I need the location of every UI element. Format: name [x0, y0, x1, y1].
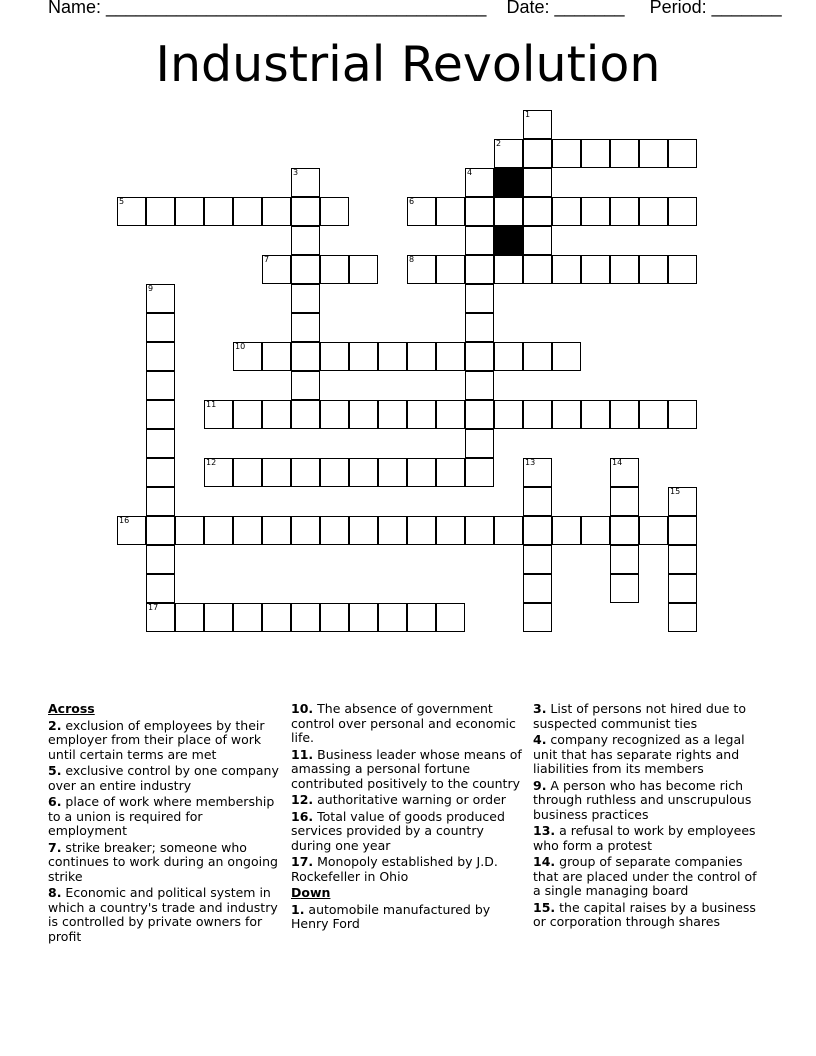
grid-cell[interactable]	[523, 197, 552, 226]
clue-text: exclusive control by one company over an entire industry	[48, 763, 279, 793]
grid-cell[interactable]	[262, 255, 291, 284]
grid-cell[interactable]	[581, 197, 610, 226]
grid-cell[interactable]	[465, 255, 494, 284]
grid-cell[interactable]	[465, 226, 494, 255]
grid-cell[interactable]	[204, 603, 233, 632]
clue-number: 16	[119, 516, 130, 525]
across-clue	[48, 764, 280, 793]
grid-cell[interactable]	[349, 255, 378, 284]
grid-cell[interactable]	[407, 400, 436, 429]
grid-cell[interactable]	[291, 284, 320, 313]
grid-cell[interactable]	[523, 603, 552, 632]
grid-cell[interactable]	[465, 284, 494, 313]
grid-cell[interactable]	[233, 342, 262, 371]
clue-number: 13	[525, 458, 536, 467]
grid-cell[interactable]	[291, 197, 320, 226]
grid-cell[interactable]	[349, 458, 378, 487]
grid-cell[interactable]	[494, 400, 523, 429]
clue-number-label: 11.	[291, 746, 314, 762]
grid-cell[interactable]	[639, 516, 668, 545]
across-clue	[48, 795, 280, 839]
clue-text: Business leader whose means of amassing a personal fortune contributed positively to the country	[291, 746, 522, 791]
across-clue	[291, 702, 523, 746]
clue-number-label: 3.	[533, 701, 547, 716]
grid-cell[interactable]	[146, 516, 175, 545]
grid-cell[interactable]	[291, 603, 320, 632]
grid-cell[interactable]	[320, 603, 349, 632]
grid-cell[interactable]	[552, 139, 581, 168]
grid-cell[interactable]	[465, 168, 494, 197]
grid-cell[interactable]	[552, 400, 581, 429]
grid-cell[interactable]	[146, 574, 175, 603]
grid-cell[interactable]	[262, 458, 291, 487]
clue-number-label: 13.	[533, 823, 556, 838]
clue-number-label: 10.	[291, 701, 314, 716]
grid-cell[interactable]	[610, 458, 639, 487]
grid-cell[interactable]	[291, 255, 320, 284]
grid-cell[interactable]	[436, 516, 465, 545]
grid-cell[interactable]	[610, 545, 639, 574]
grid-cell[interactable]	[668, 139, 697, 168]
across-clue-list-cont	[291, 702, 523, 884]
grid-cell[interactable]	[494, 197, 523, 226]
clue-number-label: 7.	[48, 839, 62, 855]
across-clue	[48, 841, 280, 885]
grid-cell[interactable]	[523, 342, 552, 371]
clue-text: The absence of government control over personal and economic life.	[291, 701, 516, 745]
clue-number-label: 8.	[48, 885, 62, 900]
grid-cell[interactable]	[146, 429, 175, 458]
grid-cell[interactable]	[291, 371, 320, 400]
grid-cell[interactable]	[117, 516, 146, 545]
clue-number-label: 2.	[48, 717, 62, 733]
clue-number-label: 6.	[48, 794, 62, 809]
grid-cell[interactable]	[668, 545, 697, 574]
grid-cell[interactable]	[204, 400, 233, 429]
grid-cell[interactable]	[436, 342, 465, 371]
clue-number-label: 9.	[533, 777, 547, 793]
grid-cell[interactable]	[262, 197, 291, 226]
grid-cell[interactable]	[378, 458, 407, 487]
grid-cell[interactable]	[523, 400, 552, 429]
grid-cell[interactable]	[610, 400, 639, 429]
grid-cell[interactable]	[407, 255, 436, 284]
grid-cell[interactable]	[146, 487, 175, 516]
grid-cell[interactable]	[204, 516, 233, 545]
clue-text: strike breaker; someone who continues to work during an ongoing strike	[48, 839, 278, 884]
grid-cell[interactable]	[320, 255, 349, 284]
grid-cell[interactable]	[117, 197, 146, 226]
date-field-label[interactable]: Date: _______	[506, 0, 625, 17]
grid-cell[interactable]	[523, 226, 552, 255]
clue-number: 9	[148, 284, 154, 293]
clue-text: Monopoly established by J.D. Rockefeller in Ohio	[291, 854, 498, 884]
grid-cell[interactable]	[581, 400, 610, 429]
clue-number-label: 5.	[48, 763, 62, 778]
grid-cell[interactable]	[407, 603, 436, 632]
grid-cell[interactable]	[291, 226, 320, 255]
grid-cell[interactable]	[291, 313, 320, 342]
grid-cell[interactable]	[146, 197, 175, 226]
clue-text: authoritative warning or order	[313, 792, 506, 807]
down-heading: Down	[291, 885, 331, 900]
clue-text: a refusal to work by employees who form a protest	[533, 823, 756, 853]
grid-cell[interactable]	[146, 313, 175, 342]
clues-column-2	[291, 702, 523, 934]
clue-number: 11	[206, 400, 217, 409]
name-field-label[interactable]: Name: ______________________________________	[48, 0, 487, 17]
clue-number: 2	[496, 139, 502, 148]
grid-cell[interactable]	[436, 400, 465, 429]
grid-cell[interactable]	[523, 168, 552, 197]
clue-text: company recognized as a legal unit that has separate rights and liabilities from its members	[533, 732, 745, 776]
grid-cell[interactable]	[146, 342, 175, 371]
grid-cell[interactable]	[262, 342, 291, 371]
grid-cell[interactable]	[291, 400, 320, 429]
grid-cell[interactable]	[291, 168, 320, 197]
grid-cell[interactable]	[668, 487, 697, 516]
grid-cell[interactable]	[639, 139, 668, 168]
clue-number-label: 16.	[291, 808, 314, 824]
across-clue	[291, 793, 523, 808]
down-clue	[533, 702, 765, 731]
grid-cell[interactable]	[610, 574, 639, 603]
period-field-label[interactable]: Period: _______	[649, 0, 782, 17]
grid-cell[interactable]	[291, 516, 320, 545]
grid-cell[interactable]	[610, 197, 639, 226]
grid-cell[interactable]	[320, 197, 349, 226]
clue-number-label: 4.	[533, 732, 547, 747]
grid-cell[interactable]	[146, 284, 175, 313]
grid-cell[interactable]	[552, 342, 581, 371]
clue-number: 10	[235, 342, 246, 351]
down-clue	[533, 733, 765, 777]
grid-cell[interactable]	[610, 139, 639, 168]
grid-cell[interactable]	[523, 255, 552, 284]
across-clue	[291, 855, 523, 884]
grid-cell[interactable]	[291, 458, 320, 487]
grid-cell[interactable]	[175, 603, 204, 632]
clue-number: 5	[119, 197, 125, 206]
clue-number: 3	[293, 168, 299, 177]
grid-cell[interactable]	[523, 487, 552, 516]
clue-number: 15	[670, 487, 681, 496]
clue-text: exclusion of employees by their employer from their place of work until certain terms are met	[48, 717, 265, 762]
grid-cell[interactable]	[378, 516, 407, 545]
grid-cell[interactable]	[320, 342, 349, 371]
clue-number: 8	[409, 255, 415, 264]
grid-cell[interactable]	[436, 255, 465, 284]
grid-cell[interactable]	[581, 516, 610, 545]
clue-number: 12	[206, 458, 217, 467]
clues-column-3	[533, 702, 765, 932]
grid-cell[interactable]	[668, 400, 697, 429]
grid-cell[interactable]	[523, 139, 552, 168]
clue-number: 17	[148, 603, 159, 612]
across-clue	[291, 748, 523, 792]
grid-cell[interactable]	[639, 400, 668, 429]
across-clue	[48, 886, 280, 944]
black-square	[494, 168, 523, 197]
across-clue	[291, 810, 523, 854]
grid-cell[interactable]	[320, 400, 349, 429]
grid-cell[interactable]	[668, 255, 697, 284]
grid-cell[interactable]	[378, 603, 407, 632]
grid-cell[interactable]	[233, 516, 262, 545]
clue-text: automobile manufactured by Henry Ford	[291, 901, 491, 931]
grid-cell[interactable]	[523, 516, 552, 545]
grid-cell[interactable]	[378, 400, 407, 429]
grid-cell[interactable]	[465, 197, 494, 226]
grid-cell[interactable]	[465, 429, 494, 458]
grid-cell[interactable]	[175, 516, 204, 545]
clue-text: place of work where membership to a union is required for employment	[48, 794, 275, 838]
grid-cell[interactable]	[668, 516, 697, 545]
clue-number-label: 17.	[291, 854, 314, 869]
clue-number-label: 12.	[291, 792, 314, 807]
across-heading: Across	[48, 701, 95, 716]
grid-cell[interactable]	[349, 603, 378, 632]
grid-cell[interactable]	[610, 516, 639, 545]
clues-column-1	[48, 702, 280, 946]
grid-cell[interactable]	[465, 313, 494, 342]
black-square	[494, 226, 523, 255]
grid-cell[interactable]	[639, 255, 668, 284]
down-clue-list	[291, 903, 523, 932]
down-clue	[533, 901, 765, 930]
down-clue-list-cont	[533, 702, 765, 930]
clue-text: A person who has become rich through ruthless and unscrupulous business practices	[533, 777, 752, 822]
grid-cell[interactable]	[465, 400, 494, 429]
grid-cell[interactable]	[523, 545, 552, 574]
clue-text: group of separate companies that are placed under the control of a single managing board	[533, 854, 757, 898]
grid-cell[interactable]	[233, 458, 262, 487]
clue-number: 4	[467, 168, 473, 177]
grid-cell[interactable]	[378, 342, 407, 371]
clue-number-label: 14.	[533, 854, 556, 869]
grid-cell[interactable]	[349, 400, 378, 429]
grid-cell[interactable]	[494, 342, 523, 371]
grid-cell[interactable]	[233, 400, 262, 429]
across-clue	[48, 719, 280, 763]
grid-cell[interactable]	[639, 197, 668, 226]
clue-text: the capital raises by a business or corporation through shares	[533, 899, 756, 929]
down-clue	[533, 824, 765, 853]
grid-cell[interactable]	[436, 197, 465, 226]
grid-cell[interactable]	[436, 458, 465, 487]
grid-cell[interactable]	[552, 197, 581, 226]
clue-number: 6	[409, 197, 415, 206]
grid-cell[interactable]	[146, 545, 175, 574]
grid-cell[interactable]	[146, 400, 175, 429]
grid-cell[interactable]	[465, 458, 494, 487]
grid-cell[interactable]	[233, 197, 262, 226]
clue-number: 1	[525, 110, 531, 119]
grid-cell[interactable]	[349, 342, 378, 371]
grid-cell[interactable]	[233, 603, 262, 632]
clue-number: 7	[264, 255, 270, 264]
clue-text: Economic and political system in which a country's trade and industry is controlled by private owners for profit	[48, 885, 278, 944]
grid-cell[interactable]	[262, 516, 291, 545]
clue-number: 14	[612, 458, 623, 467]
grid-cell[interactable]	[465, 371, 494, 400]
grid-cell[interactable]	[668, 603, 697, 632]
grid-cell[interactable]	[494, 516, 523, 545]
grid-cell[interactable]	[146, 371, 175, 400]
grid-cell[interactable]	[407, 458, 436, 487]
grid-cell[interactable]	[581, 255, 610, 284]
grid-cell[interactable]	[494, 255, 523, 284]
page-title: Industrial Revolution	[155, 36, 661, 93]
across-clue-list	[48, 719, 280, 945]
grid-cell[interactable]	[175, 197, 204, 226]
grid-cell[interactable]	[407, 197, 436, 226]
clue-number-label: 1.	[291, 901, 305, 917]
grid-cell[interactable]	[349, 516, 378, 545]
grid-cell[interactable]	[465, 342, 494, 371]
grid-cell[interactable]	[204, 458, 233, 487]
grid-cell[interactable]	[668, 574, 697, 603]
grid-cell[interactable]	[407, 342, 436, 371]
grid-cell[interactable]	[668, 197, 697, 226]
down-clue	[291, 903, 523, 932]
grid-cell[interactable]	[436, 603, 465, 632]
grid-cell[interactable]	[465, 516, 494, 545]
grid-cell[interactable]	[320, 458, 349, 487]
clue-text: List of persons not hired due to suspected communist ties	[533, 701, 746, 731]
grid-cell[interactable]	[407, 516, 436, 545]
grid-cell[interactable]	[146, 603, 175, 632]
grid-cell[interactable]	[262, 603, 291, 632]
grid-cell[interactable]	[523, 574, 552, 603]
clue-text: Total value of goods produced services provided by a country during one year	[291, 808, 505, 853]
down-clue	[533, 779, 765, 823]
grid-cell[interactable]	[523, 458, 552, 487]
grid-cell[interactable]	[581, 139, 610, 168]
grid-cell[interactable]	[291, 342, 320, 371]
grid-cell[interactable]	[552, 516, 581, 545]
grid-cell[interactable]	[494, 139, 523, 168]
grid-cell[interactable]	[552, 255, 581, 284]
grid-cell[interactable]	[610, 255, 639, 284]
grid-cell[interactable]	[204, 197, 233, 226]
down-clue	[533, 855, 765, 899]
grid-cell[interactable]	[320, 516, 349, 545]
grid-cell[interactable]	[610, 487, 639, 516]
grid-cell[interactable]	[262, 400, 291, 429]
grid-cell[interactable]	[146, 458, 175, 487]
grid-cell[interactable]	[523, 110, 552, 139]
clue-number-label: 15.	[533, 899, 556, 915]
